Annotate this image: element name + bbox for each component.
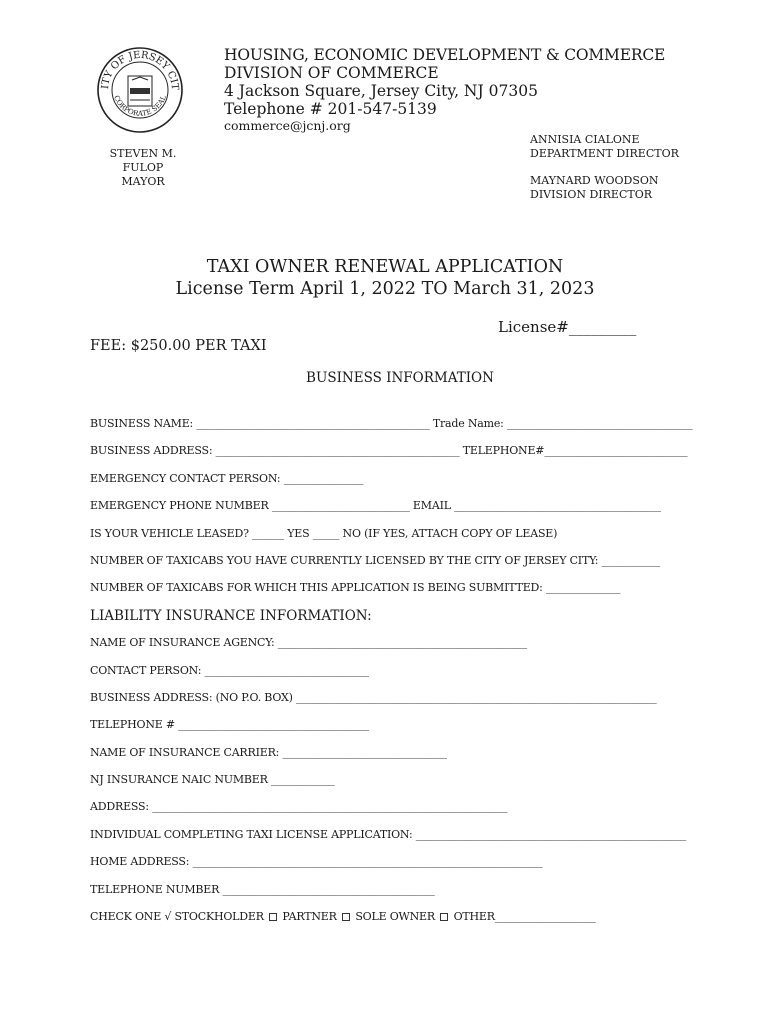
individual-completing-field[interactable]: INDIVIDUAL COMPLETING TAXI LICENSE APPLICATION: ___________________________________________________ bbox=[90, 827, 687, 841]
insurance-agency-field[interactable]: NAME OF INSURANCE AGENCY: _______________________________________________ bbox=[90, 636, 527, 650]
naic-number-field[interactable]: NJ INSURANCE NAIC NUMBER ____________ bbox=[90, 773, 335, 787]
mayor-title: MAYOR bbox=[121, 175, 165, 188]
telephone-field[interactable]: TELEPHONE # ____________________________________ bbox=[90, 718, 369, 732]
office-email: commerce@jcnj.org bbox=[224, 118, 351, 133]
license-number-field[interactable]: License#_________ bbox=[498, 318, 637, 336]
office-telephone: Telephone # 201-547-5139 bbox=[224, 100, 437, 118]
division-name: DIVISION OF COMMERCE bbox=[224, 64, 439, 82]
div-director-name: MAYNARD WOODSON bbox=[530, 174, 659, 187]
form-license-term: License Term April 1, 2022 TO March 31, 2023 bbox=[175, 279, 595, 299]
other-label[interactable]: OTHER___________________ bbox=[453, 910, 596, 924]
form-fields bbox=[90, 416, 693, 936]
taxicabs-submitted-field[interactable]: NUMBER OF TAXICABS FOR WHICH THIS APPLICATION IS BEING SUBMITTED: ______________ bbox=[90, 581, 621, 595]
mayor-name: STEVEN M. FULOP bbox=[109, 147, 177, 174]
city-seal bbox=[96, 46, 184, 134]
section-business-information: BUSINESS INFORMATION bbox=[306, 370, 494, 386]
letterhead bbox=[224, 46, 665, 135]
seal-outer-text: ITY OF JERSEY CIT bbox=[99, 49, 181, 91]
insurance-carrier-field[interactable]: NAME OF INSURANCE CARRIER: _______________________________ bbox=[90, 745, 447, 759]
other-checkbox[interactable] bbox=[440, 913, 448, 921]
dept-director-title: DEPARTMENT DIRECTOR bbox=[530, 147, 679, 160]
insurance-business-address-field[interactable]: BUSINESS ADDRESS: (NO P.O. BOX) ____________________________________________________________________ bbox=[90, 690, 657, 704]
directors-block bbox=[530, 133, 679, 202]
home-address-field[interactable]: HOME ADDRESS: __________________________________________________________________ bbox=[90, 855, 543, 869]
sole-owner-label: SOLE OWNER bbox=[355, 910, 435, 924]
fee-label: FEE: $250.00 PER TAXI bbox=[90, 338, 267, 354]
contact-person-field[interactable]: CONTACT PERSON: _______________________________ bbox=[90, 663, 369, 677]
emergency-phone-field[interactable]: EMERGENCY PHONE NUMBER __________________________ EMAIL _______________________________________ bbox=[90, 499, 661, 513]
department-name: HOUSING, ECONOMIC DEVELOPMENT & COMMERCE bbox=[224, 46, 666, 64]
business-address-field[interactable]: BUSINESS ADDRESS: ______________________________________________ TELEPHONE#___________________________ bbox=[90, 444, 688, 458]
form-title bbox=[0, 256, 770, 300]
stockholder-checkbox[interactable] bbox=[269, 913, 277, 921]
vehicle-leased-field[interactable]: IS YOUR VEHICLE LEASED? ______ YES _____ NO (IF YES, ATTACH COPY OF LEASE) bbox=[90, 526, 558, 540]
emergency-contact-field[interactable]: EMERGENCY CONTACT PERSON: _______________ bbox=[90, 471, 364, 485]
telephone-number-field[interactable]: TELEPHONE NUMBER ________________________________________ bbox=[90, 882, 435, 896]
dept-director-name: ANNISIA CIALONE bbox=[530, 133, 640, 146]
taxicabs-licensed-field[interactable]: NUMBER OF TAXICABS YOU HAVE CURRENTLY LICENSED BY THE CITY OF JERSEY CITY: ___________ bbox=[90, 553, 660, 567]
ownership-type-row bbox=[90, 909, 690, 936]
address-field[interactable]: ADDRESS: ___________________________________________________________________ bbox=[90, 800, 508, 814]
seal-inner-text: CORPORATE SEAL bbox=[112, 94, 168, 118]
business-name-field[interactable]: BUSINESS NAME: ____________________________________________ Trade Name: ___________________________________ bbox=[90, 417, 693, 430]
sole-owner-checkbox[interactable] bbox=[342, 913, 350, 921]
mayor-block bbox=[90, 147, 196, 189]
office-address: 4 Jackson Square, Jersey City, NJ 07305 bbox=[224, 82, 538, 100]
div-director-title: DIVISION DIRECTOR bbox=[530, 188, 653, 201]
form-title-main: TAXI OWNER RENEWAL APPLICATION bbox=[206, 257, 564, 277]
section-liability-insurance: LIABILITY INSURANCE INFORMATION: bbox=[90, 607, 372, 624]
partner-label: PARTNER bbox=[282, 910, 337, 924]
check-one-stockholder-label: CHECK ONE √ STOCKHOLDER bbox=[90, 910, 264, 924]
